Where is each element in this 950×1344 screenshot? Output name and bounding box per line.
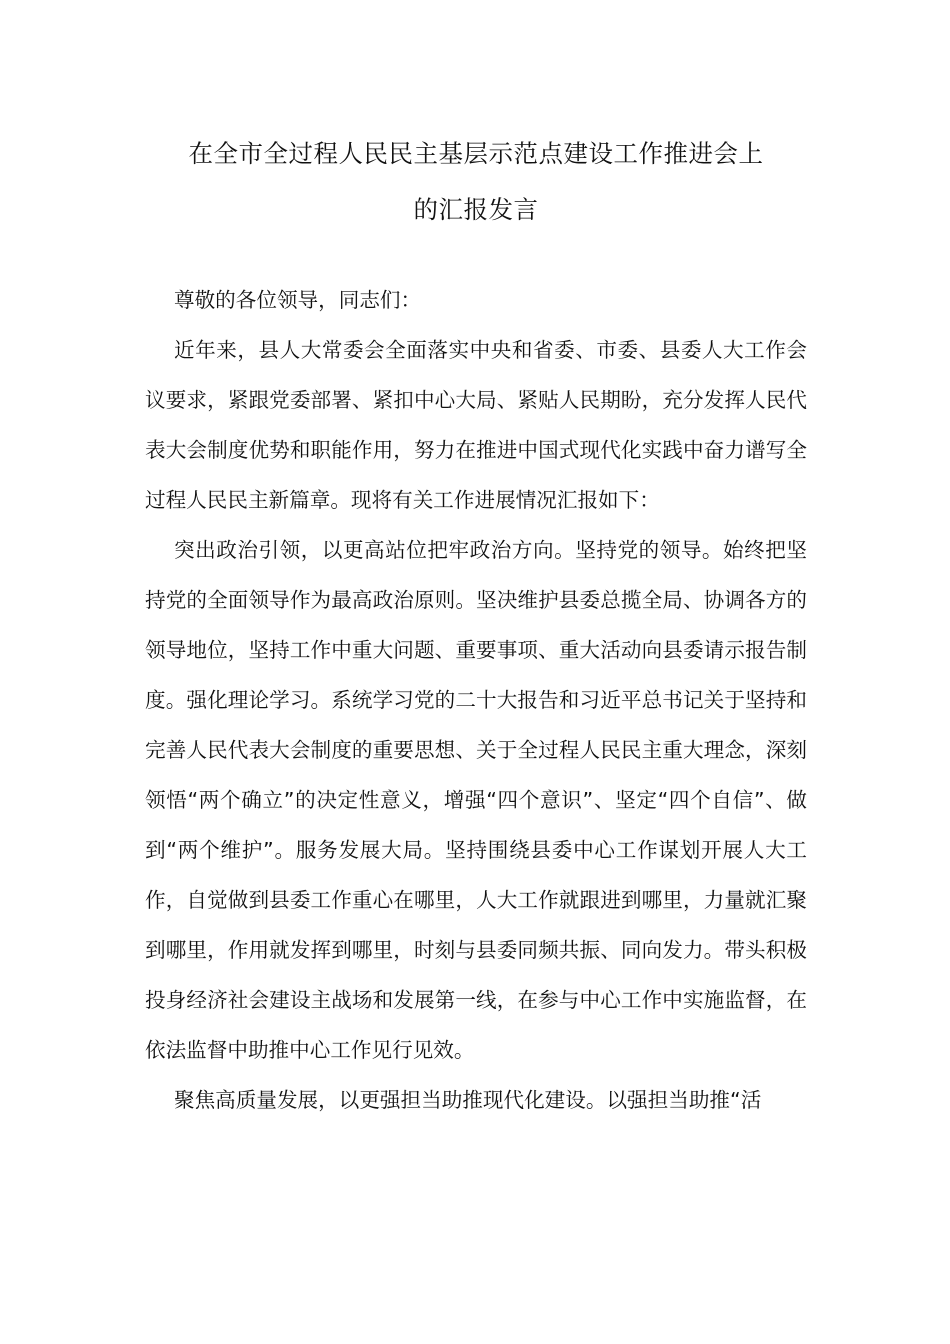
intro-paragraph: 近年来，县人大常委会全面落实中央和省委、市委、县委人大工作会议要求，紧跟党委部署、紧扣中心大局、紧贴人民期盼，充分发挥人民代表大会制度优势和职能作用，努力在推进中国式现代化实践中奋力谱写全过程人民民主新篇章。现将有关工作进展情况汇报如下： <box>145 338 807 512</box>
development-paragraph: 聚焦高质量发展，以更强担当助推现代化建设。以强担当助推“活 <box>174 1088 762 1112</box>
salutation-paragraph: 尊敬的各位领导，同志们： <box>174 288 422 312</box>
politics-paragraph: 突出政治引领，以更高站位把牢政治方向。坚持党的领导。始终把坚持党的全面领导作为最高政治原则。坚决维护县委总揽全局、协调各方的领导地位，坚持工作中重大问题、重要事项、重大活动向县委请示报告制度。强化理论学习。系统学习党的二十大报告和习近平总书记关于坚持和完善人民代表大会制度的重要思想、关于全过程人民民主重大理念，深刻领悟“两个确立”的决定性意义，增强“四个意识”、坚定“四个自信”、做到“两个维护”。服务发展大局。坚持围绕县委中心工作谋划开展人大工作，自觉做到县委工作重心在哪里，人大工作就跟进到哪里，力量就汇聚到哪里，作用就发挥到哪里，时刻与县委同频共振、同向发力。带头积极投身经济社会建设主战场和发展第一线，在参与中心工作中实施监督，在依法监督中助推中心工作见行见效。 <box>145 538 807 1062</box>
title-line-2: 的汇报发言 <box>413 195 539 224</box>
title-line-1: 在全市全过程人民民主基层示范点建设工作推进会上 <box>188 139 764 168</box>
document-title <box>145 126 807 238</box>
document-body <box>145 275 807 1125</box>
